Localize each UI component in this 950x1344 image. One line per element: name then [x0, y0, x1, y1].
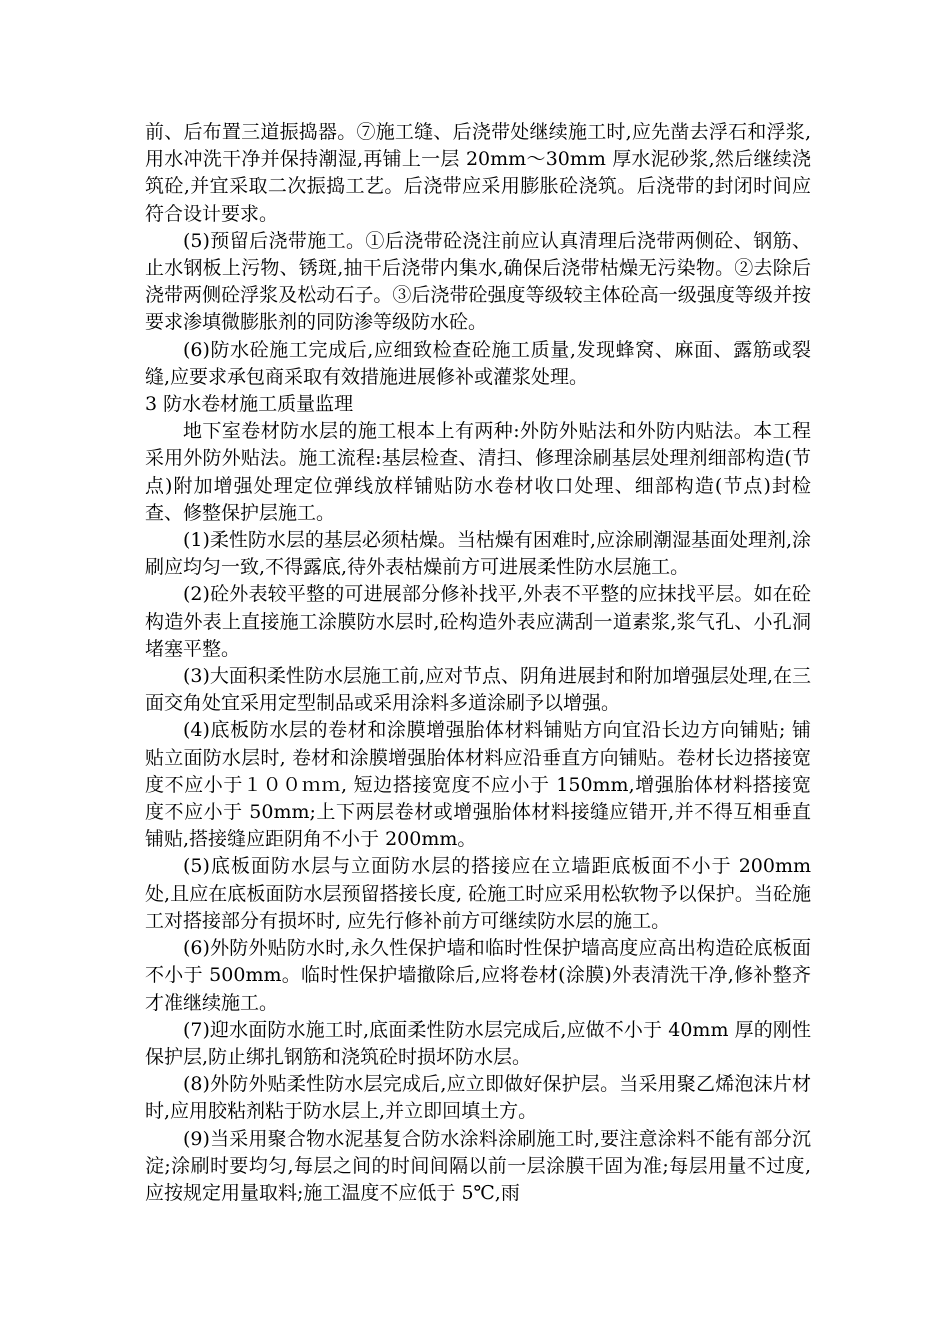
paragraph-7-rigid-protection: (7)迎水面防水施工时,底面柔性防水层完成后,应做不小于 40mm 厚的刚性保护层,防止绑扎钢筋和浇筑砼时损坏防水层。	[145, 1018, 811, 1068]
paragraph-4-laying-direction: (4)底板防水层的卷材和涂膜增强胎体材料铺贴方向宜沿长边方向铺贴; 铺贴立面防水层时, 卷材和涂膜增强胎体材料应沿垂直方向铺贴。卷材长边搭接宽度不应小于１００ｍｍ, 短边搭接宽度不应小于 150mm,增强胎体材料搭接宽度不应小于 50mm;上下两层卷材或增强胎体材料接缝应错开,并不得互相垂直铺贴,搭接缝应距阴角不小于 200mm。	[145, 719, 811, 851]
paragraph-5-overlap: (5)底板面防水层与立面防水层的搭接应在立墙距底板面不小于 200mm 处,且应在底板面防水层预留搭接长度, 砼施工时应采用松软物予以保护。当砼施工对搭接部分有损坏时, 应先行修补前方可继续防水层的施工。	[145, 855, 811, 932]
paragraph-6-protective-wall: (6)外防外贴防水时,永久性保护墙和临时性保护墙高度应高出构造砼底板面不小于 500mm。临时性保护墙撤除后,应将卷材(涂膜)外表清洗干净,修补整齐才准继续施工。	[145, 937, 811, 1014]
paragraph-1-base-dry: (1)柔性防水层的基层必须枯燥。当枯燥有困难时,应涂刷潮湿基面处理剂,涂刷应均匀一致,不得露底,待外表枯燥前方可进展柔性防水层施工。	[145, 529, 811, 579]
paragraph-intro-membrane: 地下室卷材防水层的施工根本上有两种:外防外贴法和外防内贴法。本工程采用外防外贴法。施工流程:基层检查、清扫、修理涂刷基层处理剂细部构造(节点)附加增强处理定位弹线放样铺贴防水卷材收口处理、细部构造(节点)封检查、修整保护层施工。	[145, 420, 811, 524]
paragraph-8-protective-layer: (8)外防外贴柔性防水层完成后,应立即做好保护层。当采用聚乙烯泡沫片材时,应用胶粘剂粘于防水层上,并立即回填土方。	[145, 1073, 811, 1123]
paragraph-9-coating: (9)当采用聚合物水泥基复合防水涂料涂刷施工时,要注意涂料不能有部分沉淀;涂刷时要均匀,每层之间的时间间隔以前一层涂膜干固为准;每层用量不过度,应按规定用量取料;施工温度不应低于 5℃,雨	[145, 1127, 811, 1204]
paragraph-3-reinforcement: (3)大面积柔性防水层施工前,应对节点、阴角进展封和附加增强层处理,在三面交角处宜采用定型制品或采用涂料多道涂刷予以增强。	[145, 665, 811, 715]
document-page	[145, 119, 811, 1207]
paragraph-5-post-pour-strip: (5)预留后浇带施工。①后浇带砼浇注前应认真清理后浇带两侧砼、钢筋、止水钢板上污物、锈斑,抽干后浇带内集水,确保后浇带枯燥无污染物。②去除后浇带两侧砼浮浆及松动石子。③后浇带砼强度等级较主体砼高一级强度等级并按要求渗填微膨胀剂的同防渗等级防水砼。	[145, 229, 811, 334]
paragraph-6-inspection: (6)防水砼施工完成后,应细致检查砼施工质量,发现蜂窝、麻面、露筋或裂缝,应要求承包商采取有效措施进展修补或灌浆处理。	[145, 338, 811, 388]
paragraph-continuation: 前、后布置三道振捣器。⑦施工缝、后浇带处继续施工时,应先凿去浮石和浮浆,用水冲洗干净并保持潮湿,再铺上一层 20mm～30mm 厚水泥砂浆,然后继续浇筑砼,并宜采取二次振捣工艺。后浇带应采用膨胀砼浇筑。后浇带的封闭时间应符合设计要求。	[145, 121, 811, 225]
paragraph-2-leveling: (2)砼外表较平整的可进展部分修补找平,外表不平整的应抹找平层。如在砼构造外表上直接施工涂膜防水层时,砼构造外表应满刮一道素浆,浆气孔、小孔洞堵塞平整。	[145, 583, 811, 660]
section-heading-3: 3 防水卷材施工质量监理	[145, 393, 354, 416]
